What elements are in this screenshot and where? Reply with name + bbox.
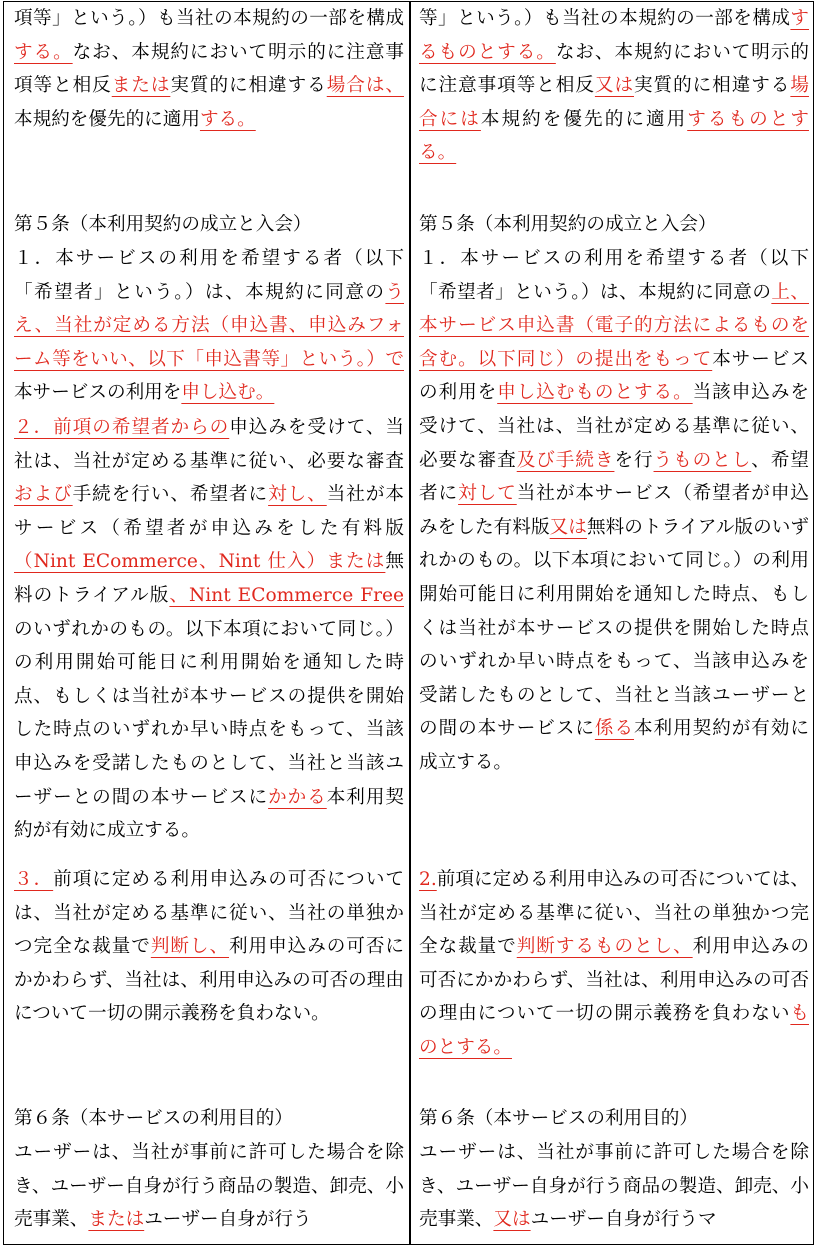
revised-text: または (111, 75, 171, 97)
article-5-clause-3 (14, 863, 404, 1031)
clause-text: 本サービスの利用を (14, 382, 182, 404)
clause-text: 第６条（本サービスの利用目的） (419, 1108, 698, 1129)
article-5-clause-2 (14, 411, 404, 848)
revised-text: するものとする。 (419, 8, 809, 63)
article-6-title (419, 1102, 809, 1136)
revised-text: ２．前項の希望者からの (14, 417, 230, 438)
clause-text: 本規約を優先的に適用 (14, 108, 200, 130)
clause-text: 第５条（本利用契約の成立と入会） (419, 214, 717, 235)
revised-text: 又は (594, 75, 634, 97)
revised-text: または (88, 1209, 145, 1231)
clause-text: 前項に定める利用申込みの可否については、当社が定める基準に従い、当社の単独かつ完全な裁量で (14, 869, 404, 958)
revised-text: 2. (419, 869, 437, 890)
clause-text: 実質的に相違する (170, 75, 327, 97)
clause-text: 前項に定める利用申込みの可否については、当社が定める基準に従い、当社の単独かつ完全な裁量で (419, 869, 809, 958)
clause-text: 手続を行い、希望者に (72, 484, 269, 506)
preamble-paragraph (419, 2, 809, 170)
clause-text: 無料のトライアル版 (14, 551, 404, 606)
revised-text: 判断するものとし、 (516, 936, 693, 958)
clause-text: ユーザーは、当社が事前に許可した場合を除き、ユーザー自身が行う商品の製造、卸売、小売事業、 (419, 1142, 809, 1231)
revised-text: かかる (268, 786, 327, 808)
revised-text: 判断し、 (150, 936, 230, 958)
revised-text: ものとする。 (419, 1003, 809, 1058)
clause-text: １．本サービスの利用を希望する者（以下「希望者」という。）は、本規約に同意の (419, 248, 809, 303)
article-6-body (14, 1136, 404, 1237)
article-5-clause-1 (14, 242, 404, 410)
clause-text: １．本サービスの利用を希望する者（以下「希望者」という。）は、本規約に同意の (14, 248, 404, 303)
clause-text: 本サービスの利用を (419, 348, 809, 404)
revised-text: 対し、 (268, 484, 327, 506)
left-column-original (14, 2, 404, 1244)
clause-text: ユーザー自身が行う (144, 1209, 312, 1231)
clause-text: 利用申込みの可否にかかわらず、当社は、利用申込みの可否の理由について一切の開示義務を負わない。 (14, 936, 404, 1025)
revised-text: うものとし (653, 449, 752, 471)
revised-text: （Nint ECommerce、Nint 仕入）または (14, 551, 386, 573)
clause-text: ユーザーは、当社が事前に許可した場合を除き、ユーザー自身が行う商品の製造、卸売、小売事業、 (14, 1142, 404, 1231)
right-column-revised (419, 2, 809, 1244)
column-divider (409, 2, 411, 1244)
clause-text: 当社が本サービス（希望者が申込みをした有料版 (14, 484, 404, 539)
clause-text: 第５条（本利用契約の成立と入会） (14, 214, 312, 235)
revised-text: 及び手続き (516, 449, 615, 471)
clause-text: 等」という。）も当社の本規約の一部を構成 (419, 8, 791, 29)
preamble-paragraph (14, 2, 404, 136)
revised-text: 申し込む。 (181, 382, 275, 404)
revised-text: する。 (14, 41, 73, 63)
revised-text: 場合は、 (326, 75, 404, 97)
article-5-clause-2 (419, 863, 809, 1065)
revised-text: 上、本サービス申込書（電子的方法によるものを含む。以下同じ）の提出をもって (419, 281, 809, 370)
clause-text: 利用申込みの可否にかかわらず、当社は、利用申込みの可否の理由について一切の開示義務を負わない (419, 936, 809, 1025)
revised-text: 場合には (419, 75, 809, 130)
article-5-title (419, 208, 809, 242)
clause-text: のいずれかのもの。以下本項において同じ。）の利用開始可能日に利用開始を通知した時点、もしくは当社が本サービスの提供を開始した時点のいずれか早い時点をもって、当該申込みを受諾したものとして、当社と当該ユーザーとの間の本サービスに (14, 618, 404, 808)
revised-text: うえ、当社が定める方法（申込書、申込みフォーム等をいい、以下「申込書等」という。）で (14, 281, 404, 370)
clause-text: 無料のトライアル版のいずれかのもの。以下本項において同じ。）の利用開始可能日に利用開始を通知した時点、もしくは当社が本サービスの提供を開始した時点のいずれか早い時点をもって、当該申込みを受諾したものとして、当社と当該ユーザーとの間の本サービスに (419, 516, 809, 740)
revised-text: 又は (549, 516, 587, 538)
clause-text: 本規約を優先的に適用 (480, 108, 688, 130)
clause-text: 本利用契約が有効に成立する。 (419, 718, 809, 773)
revised-text: 申し込むものとする。 (497, 382, 693, 404)
revised-text: 係る (594, 718, 635, 740)
clause-text: ユーザー自身が行うマ (530, 1209, 717, 1231)
article-5-clause-1 (419, 242, 809, 780)
article-6-title (14, 1102, 404, 1136)
clause-text: 申込みを受けて、当社は、当社が定める基準に従い、必要な審査 (14, 417, 404, 472)
clause-text: 実質的に相違する (634, 75, 791, 97)
clause-text: を行 (614, 449, 654, 471)
revised-text: するものとする。 (419, 108, 809, 164)
revised-text: 又は (493, 1209, 531, 1231)
revised-text: 、Nint ECommerce Free (169, 584, 404, 606)
article-6-body (419, 1136, 809, 1237)
clause-text: 本利用契約が有効に成立する。 (14, 786, 404, 842)
clause-text: 、希望者に (419, 449, 809, 505)
clause-text: 第６条（本サービスの利用目的） (14, 1108, 293, 1129)
clause-text: 当社が本サービス（希望者が申込みをした有料版 (419, 483, 809, 538)
revised-text: 対して (458, 483, 517, 505)
revised-text: ３． (14, 869, 54, 890)
revised-text: および (14, 484, 73, 506)
clause-text: 項等」という。）も当社の本規約の一部を構成 (14, 8, 404, 29)
clause-text: 当該申込みを受けて、当社は、当社が定める基準に従い、必要な審査 (419, 382, 809, 471)
revised-text: する。 (199, 108, 256, 130)
comparison-table (3, 1, 814, 1245)
article-5-title (14, 208, 404, 242)
clause-text: なお、本規約において明示的に注意事項等と相反 (14, 41, 404, 97)
clause-text: なお、本規約において明示的に注意事項等と相反 (419, 41, 809, 97)
